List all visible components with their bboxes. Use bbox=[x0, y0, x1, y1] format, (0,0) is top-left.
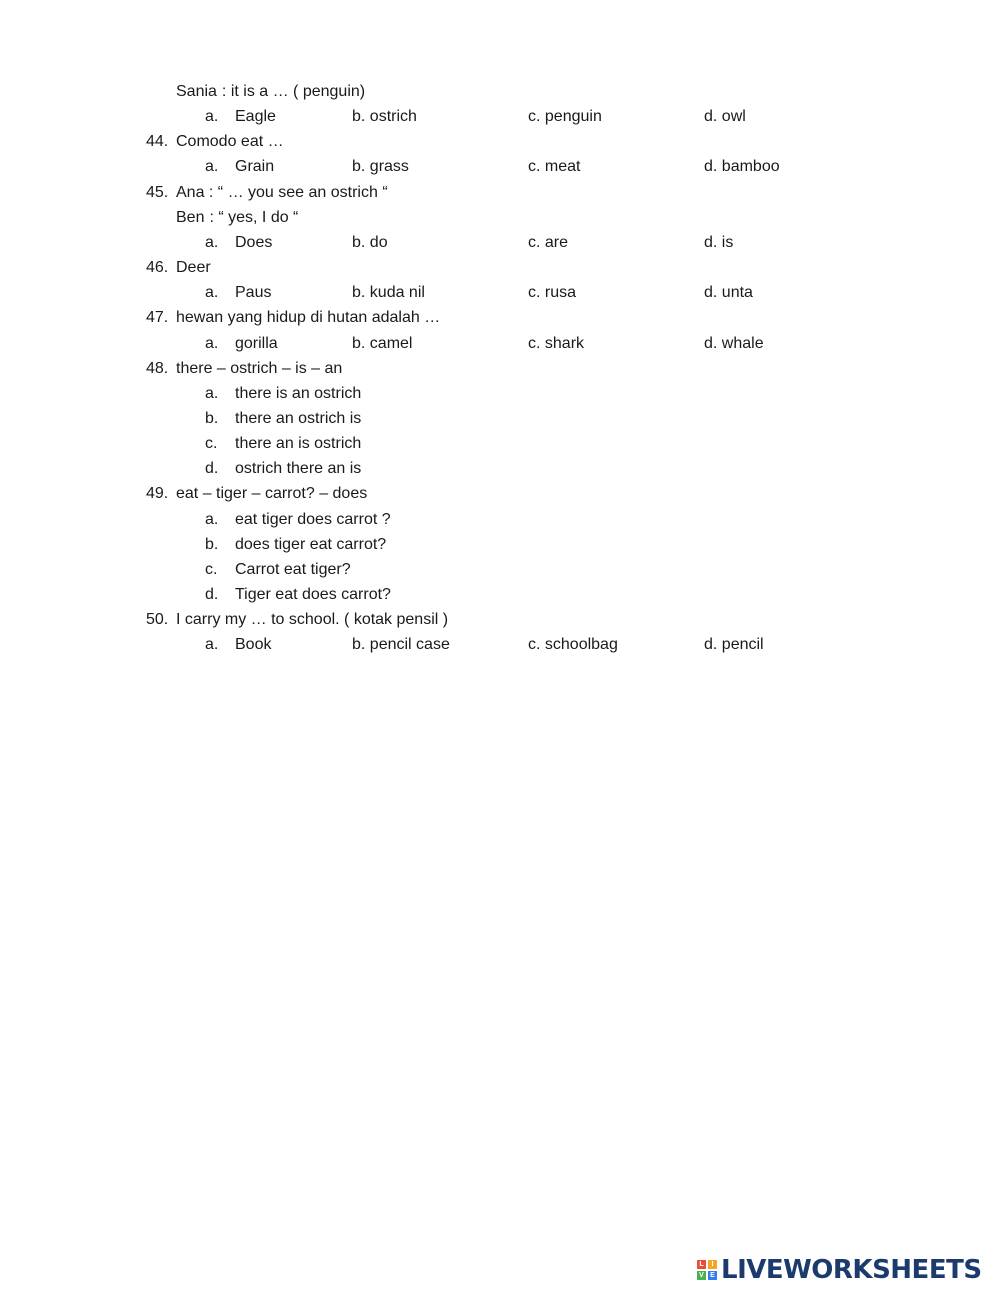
question-number: 46. bbox=[146, 259, 169, 276]
option-letter: d. bbox=[205, 460, 219, 478]
logo-mark-letter: I bbox=[708, 1260, 717, 1269]
dialogue-line bbox=[0, 205, 1000, 230]
speaker-name: Ben bbox=[176, 208, 205, 226]
answer-option: b. kuda nil bbox=[352, 284, 425, 302]
question-item bbox=[0, 129, 1000, 154]
answer-option: Eagle bbox=[235, 108, 276, 126]
answer-option: b. grass bbox=[352, 158, 409, 176]
dialogue-line bbox=[0, 79, 1000, 104]
answer-option-line bbox=[0, 507, 1000, 532]
answer-option: gorilla bbox=[235, 334, 278, 352]
answer-option: d. bamboo bbox=[704, 158, 780, 176]
question-number: 47. bbox=[146, 309, 169, 327]
option-letter: a. bbox=[205, 510, 219, 528]
answer-option-line bbox=[0, 431, 1000, 456]
logo-mark-letter: L bbox=[697, 1260, 706, 1269]
answer-options-row bbox=[0, 104, 1000, 129]
answer-option-line bbox=[0, 381, 1000, 406]
answer-option: b. ostrich bbox=[352, 108, 417, 126]
answer-option: b. pencil case bbox=[352, 636, 450, 654]
answer-options-row bbox=[0, 154, 1000, 179]
answer-option: c. meat bbox=[528, 158, 581, 176]
option-letter: a. bbox=[205, 334, 219, 352]
answer-option: d. owl bbox=[704, 108, 746, 126]
answer-option: Grain bbox=[235, 158, 275, 176]
answer-option: there an is ostrich bbox=[235, 435, 362, 453]
option-letter: a. bbox=[205, 284, 219, 302]
question-item bbox=[0, 481, 1000, 506]
question-item bbox=[0, 305, 1000, 330]
answer-option: Paus bbox=[235, 284, 272, 302]
option-letter: a. bbox=[205, 233, 219, 251]
question-text: Deer bbox=[176, 259, 211, 276]
answer-option: c. penguin bbox=[528, 108, 602, 126]
answer-options-row bbox=[0, 632, 1000, 657]
option-letter: c. bbox=[205, 435, 218, 453]
question-item bbox=[0, 255, 1000, 280]
question-item bbox=[0, 180, 1000, 205]
option-letter: a. bbox=[205, 636, 219, 654]
question-text: I carry my … to school. ( kotak pensil ) bbox=[176, 611, 449, 629]
answer-option: b. camel bbox=[352, 334, 413, 352]
answer-option: ostrich there an is bbox=[235, 460, 362, 478]
answer-options-row bbox=[0, 230, 1000, 255]
option-letter: c. bbox=[205, 560, 218, 578]
option-letter: a. bbox=[205, 108, 219, 126]
logo-mark-icon bbox=[697, 1260, 717, 1280]
answer-option: c. schoolbag bbox=[528, 636, 618, 654]
option-letter: b. bbox=[205, 535, 219, 553]
answer-option: d. pencil bbox=[704, 636, 764, 654]
logo-text: LIVEWORKSHEETS bbox=[721, 1255, 982, 1285]
question-text: Ana : “ … you see an ostrich “ bbox=[176, 183, 388, 201]
speaker-text: : it is a … ( penguin) bbox=[221, 83, 366, 100]
logo-mark-letter: V bbox=[697, 1271, 706, 1280]
dialogue-text bbox=[176, 79, 365, 104]
question-text: there – ostrich – is – an bbox=[176, 359, 343, 377]
question-number: 48. bbox=[146, 359, 169, 377]
question-text: eat – tiger – carrot? – does bbox=[176, 485, 368, 503]
answer-option: eat tiger does carrot ? bbox=[235, 510, 391, 528]
option-letter: a. bbox=[205, 384, 219, 402]
question-number: 45. bbox=[146, 183, 169, 201]
answer-option: d. is bbox=[704, 233, 734, 251]
answer-option: c. shark bbox=[528, 334, 585, 352]
answer-option: d. unta bbox=[704, 284, 753, 302]
answer-option: Tiger eat does carrot? bbox=[235, 586, 391, 603]
question-text: hewan yang hidup di hutan adalah … bbox=[176, 309, 441, 327]
question-item bbox=[0, 356, 1000, 381]
answer-option-line bbox=[0, 557, 1000, 582]
answer-option: c. rusa bbox=[528, 284, 577, 302]
answer-option: does tiger eat carrot? bbox=[235, 535, 387, 553]
answer-option: Book bbox=[235, 636, 272, 654]
answer-option-line bbox=[0, 406, 1000, 431]
option-letter: a. bbox=[205, 158, 219, 176]
answer-option: there an ostrich is bbox=[235, 409, 362, 427]
question-number: 44. bbox=[146, 133, 169, 151]
answer-option: Carrot eat tiger? bbox=[235, 560, 351, 578]
answer-options-row bbox=[0, 280, 1000, 305]
speaker-name: Sania bbox=[176, 83, 217, 100]
answer-option: d. whale bbox=[704, 334, 764, 352]
answer-option: there is an ostrich bbox=[235, 384, 362, 402]
question-text: Comodo eat … bbox=[176, 133, 284, 151]
speaker-text: : “ yes, I do “ bbox=[209, 208, 299, 226]
question-number: 50. bbox=[146, 611, 169, 629]
answer-option-line bbox=[0, 456, 1000, 481]
answer-option: c. are bbox=[528, 233, 569, 251]
option-letter: b. bbox=[205, 409, 219, 427]
answer-option: Does bbox=[235, 233, 273, 251]
logo-mark-letter: E bbox=[708, 1271, 717, 1280]
dialogue-text bbox=[176, 205, 298, 230]
option-letter: d. bbox=[205, 586, 219, 603]
liveworksheets-logo[interactable] bbox=[697, 1256, 995, 1284]
answer-option-line bbox=[0, 582, 1000, 607]
answer-option: b. do bbox=[352, 233, 388, 251]
question-number: 49. bbox=[146, 485, 169, 503]
question-item bbox=[0, 607, 1000, 632]
answer-options-row bbox=[0, 331, 1000, 356]
answer-option-line bbox=[0, 532, 1000, 557]
